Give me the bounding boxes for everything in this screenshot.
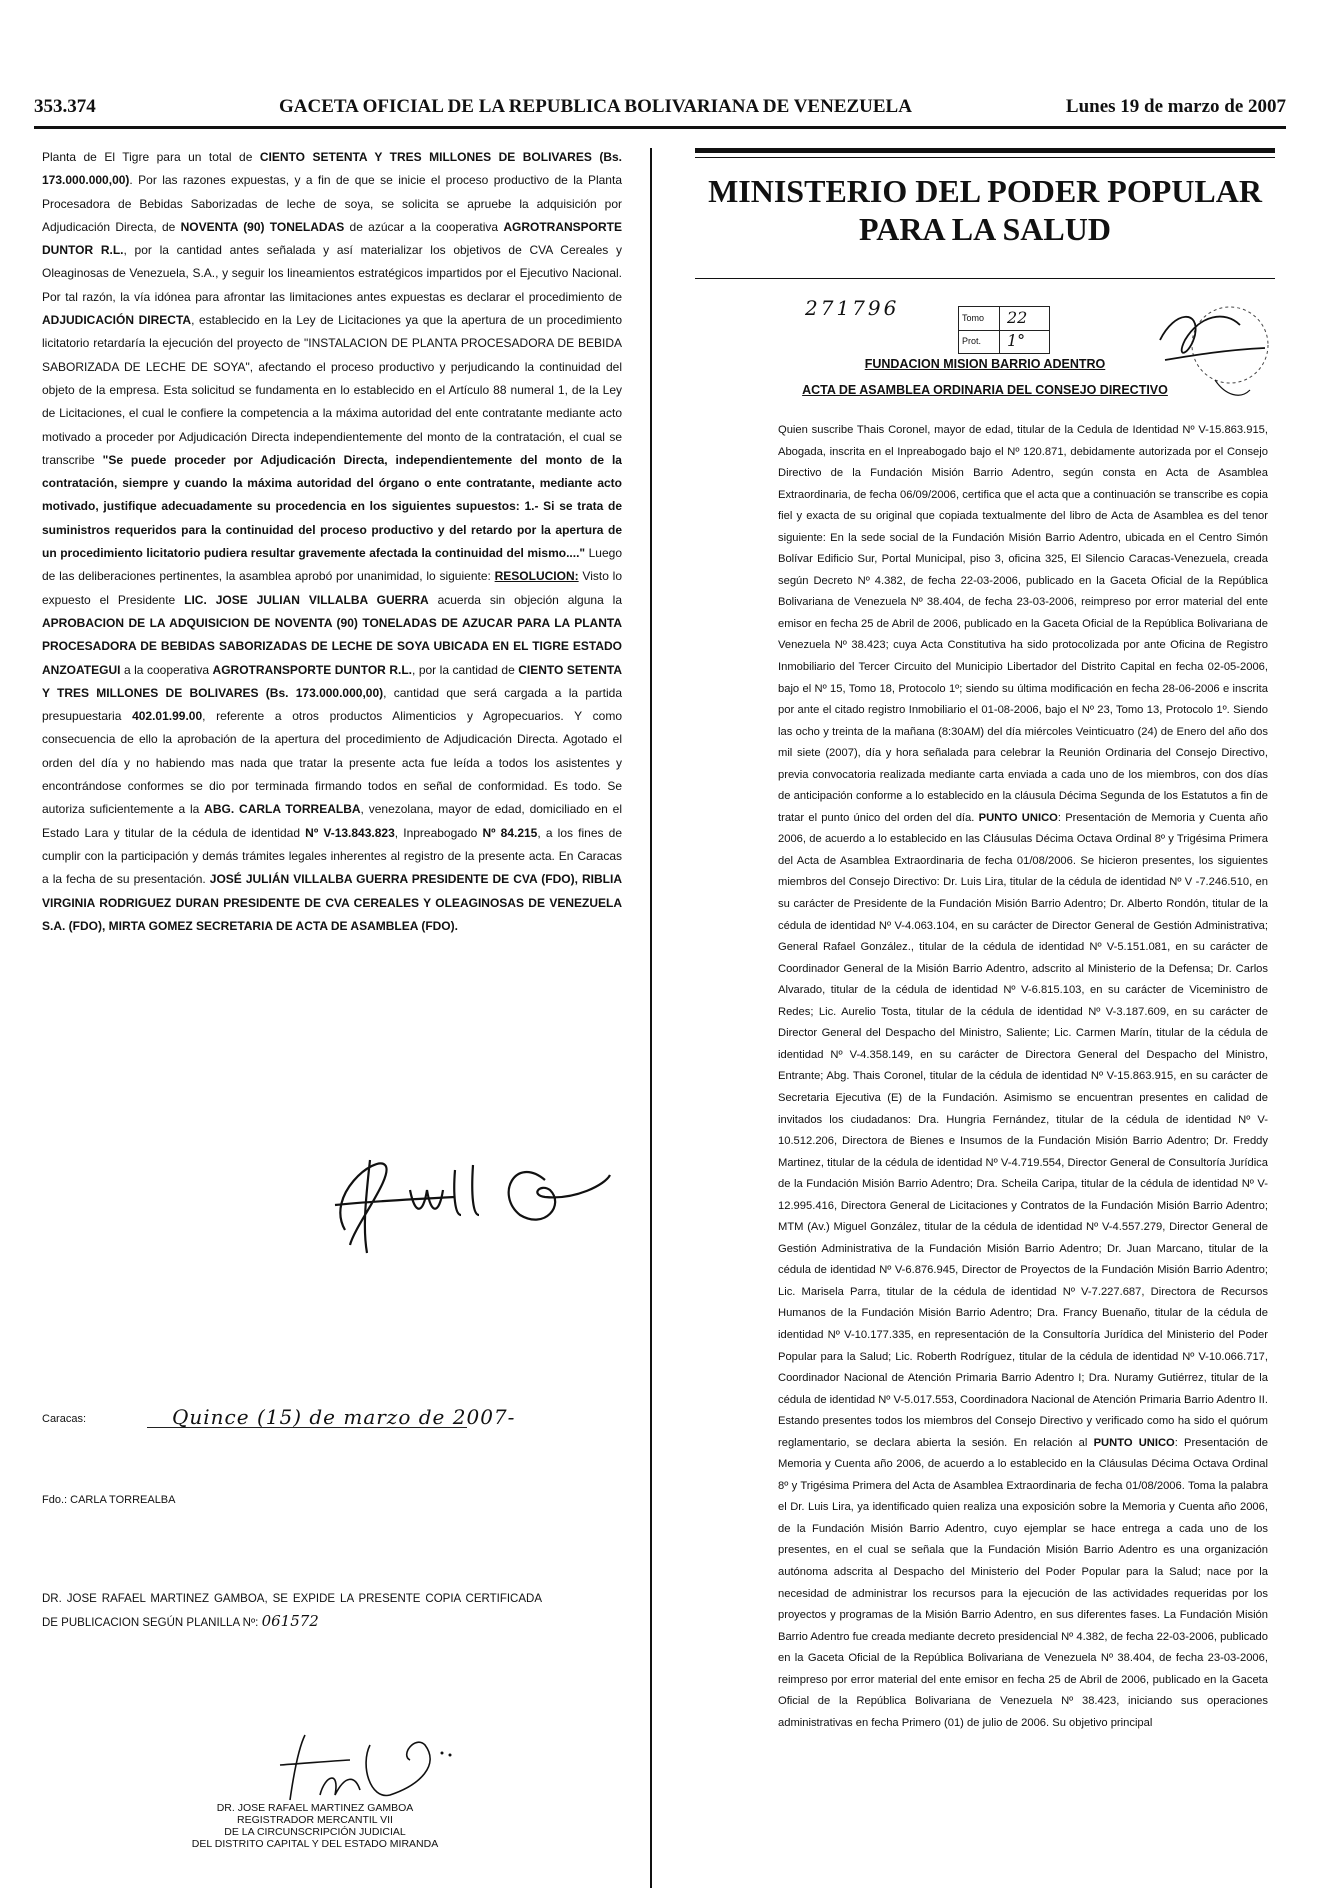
- left-paragraph-run: , establecido en la Ley de Licitaciones ya que la apertura de un procedimiento licitatorio retardaría la ejecución del proyecto de "INSTALACION DE PLANTA PROCESADORA DE BEBIDA SABORIZADA DE LECHE DE SOYA", afectando el proceso productivo y perjudicando la continuidad del objeto de la empresa. Esta solicitud se fundamenta en lo establecido en el Artículo 88 numeral 1, de la Ley de Licitaciones, el cual le confiere la competencia a la máxima autoridad del ente contratante mediante acto motivado a proceder por Adjudicación Directa independientemente del monto de la contratación, el cual se transcribe: [42, 313, 622, 467]
- left-paragraph-run: CIENTO SETENTA Y TRES MILLONES DE BOLIVARES (Bs. 173.000.000,00): [42, 662, 623, 700]
- registrar-signature-icon: [250, 1725, 480, 1805]
- left-paragraph-run: , por la cantidad de: [412, 662, 519, 677]
- left-paragraph-run: Luego de las deliberaciones pertinentes, la asamblea aprobó por unanimidad, lo siguiente:: [42, 546, 622, 584]
- left-paragraph-run: . Por las razones expuestas, y a fin de que se inicie el proceso productivo de la Planta Procesadora de Bebidas Saborizadas de leche de soya, se solicita se apruebe la adquisición por Adjudicación Directa, de: [42, 173, 622, 234]
- left-paragraph-run: , referente a otros productos Alimenticios y Agropecuarios. Y como consecuencia de ello la aprobación de la apertura del procedimiento de Adjudicación Directa. Agotado el orden del día y no habiendo mas nada que tratar la presente acta fue leída a todos los asistentes y encontrándose conformes se dio por terminada firmando todos en señal de conformidad. Es todo. Se autoriza suficientemente a la: [42, 709, 622, 817]
- left-paragraph-run: 402.01.99.00: [132, 709, 203, 724]
- handwritten-date: Quince (15) de marzo de 2007-: [172, 1405, 516, 1429]
- acta-title: ACTA DE ASAMBLEA ORDINARIA DEL CONSEJO DIRECTIVO: [802, 383, 1168, 397]
- left-paragraph-run: CIENTO SETENTA Y TRES MILLONES DE BOLIVARES (Bs. 173.000.000,00): [42, 150, 622, 188]
- left-paragraph-run: NOVENTA (90) TONELADAS: [180, 219, 345, 234]
- date-underline: [147, 1427, 467, 1428]
- signed-by-line: Fdo.: CARLA TORREALBA: [42, 1494, 176, 1506]
- left-paragraph-run: Visto lo expuesto el Presidente: [42, 569, 623, 607]
- tomo-stamp: [958, 306, 1050, 354]
- left-paragraph-run: Nº 84.215: [482, 825, 538, 840]
- left-paragraph-run: , por la cantidad antes señalada y así materializar los objetivos de CVA Cereales y Oleaginosas de Venezuela, S.A., y seguir los lineamientos estratégicos impartidos por el Ejecutivo Nacional. Por tal razón, la vía idónea para afrontar las limitaciones antes expuestas es declarar el procedimiento de: [42, 243, 623, 304]
- signature-icon: [315, 1135, 615, 1260]
- ministry-heading: [695, 172, 1275, 248]
- left-paragraph-run: RESOLUCION:: [494, 569, 579, 584]
- certification-statement: DR. JOSE RAFAEL MARTINEZ GAMBOA, SE EXPIDE LA PRESENTE COPIA CERTIFICADA DE PUBLICACION SEGÚN PLANILLA Nº:: [42, 1593, 542, 1629]
- registrar-name: DR. JOSE RAFAEL MARTINEZ GAMBOA: [216, 1802, 414, 1814]
- left-paragraph-run: , venezolana, mayor de edad, domiciliado en el Estado Lara y titular de la cédula de identidad: [42, 802, 623, 840]
- ministry-line-2: PARA LA SALUD: [859, 211, 1111, 247]
- left-paragraph-run: , Inpreabogado: [394, 825, 483, 840]
- left-paragraph-run: LIC. JOSE JULIAN VILLALBA GUERRA: [184, 592, 429, 607]
- prot-value: 1°: [1007, 331, 1026, 350]
- header-rule: [34, 126, 1286, 129]
- column-divider: [650, 148, 652, 1888]
- tomo-divider: [999, 307, 1000, 330]
- right-paragraph-run: : Presentación de Memoria y Cuenta año 2006, de acuerdo a lo establecido en la Cláusulas Décima Octava Ordinal 8º y Trigésima Primera del Acta de Asamblea Extraordinaria de fecha 01/08/2006. Toma la palabra el Dr. Luis Lira, ya identificado quien realiza una exposición sobre la Memoria y Cuenta año 2006, de la Fundación Misión Barrio Adentro, cuyo ejemplar se hace entrega a cada uno de los presentes, en el cual se señala que la Fundación Misión Barrio Adentro es una organización autónoma adscrita al Despacho del Ministerio del Poder Popular para la Salud; nace por la necesidad de administrar los recursos para la ejecución de las actividades requeridas por los proyectos y programas de la Misión Barrio Adentro, en sus diferentes fases. La Fundación Misión Barrio Adentro fue creada mediante decreto presidencial Nº 4.382, de fecha 22-03-2006, publicado en la Gaceta Oficial de la República Bolivariana de Venezuela Nº 38.404, de fecha 23-03-2006, reimpreso por error material del ente emisor en fecha 25 de Abril de 2006, publicado en la Gaceta Oficial de la República Bolivariana de Venezuela Nº 38.423, iniciando sus operaciones administrativas en fecha Primero (01) de julio de 2006. Su objetivo principal: [778, 1436, 1268, 1729]
- gazette-title: GACETA OFICIAL DE LA REPUBLICA BOLIVARIANA DE VENEZUELA: [279, 96, 912, 117]
- right-column: [778, 420, 1268, 1734]
- foundation-title: FUNDACION MISION BARRIO ADENTRO: [864, 357, 1106, 371]
- left-paragraph-run: AGROTRANSPORTE DUNTOR R.L.: [212, 662, 412, 677]
- right-paragraph-run: : Presentación de Memoria y Cuenta año 2006, de acuerdo a lo establecido en las Cláusulas Décima Octava Ordinal 8º y Trigésima Primera del Acta de Asamblea Extraordinaria de fecha 01/08/2006. Se hicieron presentes, los siguientes miembros del Consejo Directivo: Dr. Luis Lira, titular de la cédula de identidad Nº V -7.246.510, en su carácter de Presidente de la Fundación Misión Barrio Adentro; Dr. Alberto Rondón, titular de la cédula de identidad Nº V-4.063.104, en su carácter de Director General de Gestión Administrativa; General Rafael González., titular de la cédula de identidad Nº V-5.151.081, en su carácter de Coordinador General de la Misión Barrio Adentro, adscrito al Ministerio de la Defensa; Dr. Carlos Alvarado, titular de la cédula de identidad Nº V-6.815.103, en su carácter de Viceministro de Redes; Lic. Aurelio Tosta, titular de la cédula de identidad Nº V-3.187.609, en su carácter de Director General del Despacho del Ministro, Saliente; Lic. Carmen Marín, titular de la cédula de identidad Nº V-4.358.149, en su carácter de Directora General del Despacho del Ministro, Entrante; Abg. Thais Coronel, titular de la cédula de identidad Nº V-15.863.915, en su carácter de Secretaria Ejecutiva (E) de la Fundación. Asimismo se encuentran presentes en calidad de invitados los ciudadanos: Dra. Hungria Fernández, titular de la cédula de identidad Nº V-10.512.206, Directora de Bienes e Insumos de la Fundación Misión Barrio Adentro; Dr. Freddy Martinez, titular de la cédula de identidad Nº V-4.719.554, Director General de Consultoría Jurídica de la Fundación Misión Barrio Adentro; Dra. Scheila Caripa, titular de la cédula de identidad Nº V-12.995.416, Directora General de Licitaciones y Contratos de la Fundación Misión Barrio Adentro; MTM (Av.) Miguel González, titular de la cédula de identidad Nº V-4.557.279, Director General de Gestión Administrativa de la Fundación Misión Barrio Adentro; Dr. Juan Marcano, titular de la cédula de identidad Nº V-6.876.945, Director de Proyectos de la Fundación Misión Barrio Adentro; Lic. Marisela Parra, titular de la cédula de identidad Nº V-7.227.687, Directora de Recursos Humanos de la Fundación Misión Barrio Adentro; Dra. Francy Buenaño, titular de la cédula de identidad Nº V-10.177.335, en representación de la Consultoría Jurídica del Ministerio del Poder Popular para la Salud; Lic. Roberth Rodríguez, titular de la cédula de identidad Nº V-10.066.717, Coordinador Nacional de Atención Primaria Barrio Adentro I; Dra. Nuramy Gutiérrez, titular de la cédula de identidad Nº V-5.017.553, Coordinadora Nacional de Atención Primaria Barrio Adentro II. Estando presentes todos los miembros del Consejo Directivo y verificado como ha sido el quórum reglamentario, se declara abierta la sesión. En relación al: [778, 811, 1268, 1449]
- left-paragraph-run: AGROTRANSPORTE DUNTOR R.L.: [42, 219, 623, 258]
- publication-date: Lunes 19 de marzo de 2007: [1065, 96, 1286, 117]
- ministry-rule-thin: [695, 157, 1275, 158]
- left-paragraph-run: APROBACION DE LA ADQUISICION DE NOVENTA (90) TONELADAS DE AZUCAR PARA LA PLANTA PROCESADORA DE BEBIDAS SABORIZADAS DE LECHE DE SOYA UBICADA EN EL TIGRE ESTADO ANZOATEGUI: [42, 615, 622, 677]
- page-number: 353.374: [34, 96, 96, 117]
- ministry-rule-bottom: [695, 278, 1275, 279]
- caracas-date-line: [42, 1405, 622, 1431]
- left-paragraph-run: , cantidad que será cargada a la partida presupuestaria: [42, 685, 622, 724]
- prot-divider: [999, 330, 1000, 353]
- tomo-row: [959, 307, 1049, 331]
- ministry-line-1: MINISTERIO DEL PODER POPULAR: [708, 173, 1262, 209]
- handwritten-register-number: 271796: [805, 296, 900, 320]
- left-paragraph-run: , a los fines de cumplir con la participación y demás trámites legales inherentes al registro de la presente acta. En Caracas a la fecha de su presentación.: [42, 825, 622, 887]
- left-paragraph-run: de azúcar a la cooperativa: [344, 219, 504, 234]
- left-paragraph-run: a la cooperativa: [120, 662, 213, 677]
- certification-text: [42, 1588, 542, 1634]
- gazette-header: [34, 96, 1286, 126]
- left-paragraph-run: JOSÉ JULIÁN VILLALBA GUERRA PRESIDENTE DE CVA (FDO), RIBLIA VIRGINIA RODRIGUEZ DURAN PRESIDENTE DE CVA CEREALES Y OLEAGINOSAS DE VENEZUELA S.A. (FDO), MIRTA GOMEZ SECRETARIA DE ACTA DE ASAMBLEA (FDO).: [42, 872, 622, 933]
- tomo-value: 22: [1007, 308, 1028, 327]
- prot-row: [959, 330, 1049, 353]
- registrar-jurisdiction: DE LA CIRCUNSCRIPCIÓN JUDICIAL: [224, 1826, 406, 1838]
- left-paragraph-run: acuerda sin objeción alguna la: [428, 592, 622, 607]
- registrar-office: REGISTRADOR MERCANTIL VII: [237, 1814, 393, 1826]
- planilla-number: 061572: [261, 1612, 319, 1630]
- left-column: [42, 146, 622, 938]
- caracas-label: Caracas:: [42, 1413, 87, 1425]
- prot-label: Prot.: [962, 336, 982, 346]
- left-column-body: [42, 146, 622, 938]
- ministry-rule-top: [695, 148, 1275, 153]
- registrar-block: [160, 1802, 470, 1850]
- registrar-district: DEL DISTRITO CAPITAL Y DEL ESTADO MIRANDA: [191, 1838, 439, 1850]
- right-column-body: [778, 420, 1268, 1734]
- left-paragraph-run: ADJUDICACIÓN DIRECTA: [42, 313, 192, 328]
- tomo-label: Tomo: [962, 313, 985, 323]
- left-paragraph-run: Nº V-13.843.823: [305, 825, 395, 840]
- left-paragraph-run: Planta de El Tigre para un total de: [42, 150, 260, 164]
- right-paragraph-run: PUNTO UNICO: [978, 811, 1058, 824]
- left-paragraph-run: ABG. CARLA TORREALBA: [204, 802, 361, 817]
- left-paragraph-run: "Se puede proceder por Adjudicación Directa, independientemente del monto de la contratación, siempre y cuando la máxima autoridad del órgano o ente contratante, mediante acto motivado, justifique adecuadamente su procedencia en los siguientes supuestos: 1.- Si se trata de suministros requeridos para la continuidad del proceso productivo y del retardo por la apertura de un procedimiento licitatorio pudiera resultar gravemente afectada la continuidad del mismo....": [42, 452, 622, 561]
- right-paragraph-run: Quien suscribe Thais Coronel, mayor de edad, titular de la Cedula de Identidad Nº V-15.863.915, Abogada, inscrita en el Inpreabogado bajo el Nº 120.871, debidamente autorizada por el Consejo Directivo de la Fundación Misión Barrio Adentro, según consta en Acta de Asamblea Extraordinaria, de fecha 06/09/2006, certifica que el acta que a continuación se transcribe es copia fiel y exacta de su original que copiada textualmente del libro de Acta de Asamblea es del tenor siguiente: En la sede social de la Fundación Misión Barrio Adentro, ubicada en el Centro Simón Bolívar Edificio Sur, Portal Municipal, piso 3, oficina 325, El Silencio Caracas-Venezuela, creada según Decreto Nº 4.382, de fecha 22-03-2006, publicado en la Gaceta Oficial de la República Bolivariana de Venezuela Nº 38.404, de fecha 23-03-2006, reimpreso por error material del ente emisor en fecha 25 de Abril de 2006, publicado en la Gaceta Oficial de la República Bolivariana de Venezuela Nº 38.423; cuya Acta Constitutiva ha sido protocolizada por ante Oficina de Registro Inmobiliario del Tercer Circuito del Municipio Libertador del Distrito Capital en fecha 02-05-2006, bajo el Nº 15, Tomo 18, Protocolo 1º; siendo su última modificación en fecha 28-06-2006 e inscrita por ante el citado registro Inmobiliario el 01-08-2006, bajo el Nº 23, Tomo 13, Protocolo 1º. Siendo las ocho y treinta de la mañana (8:30AM) del día miércoles Veinticuatro (24) de Enero del año dos mil siete (2007), día y hora señalada para celebrar la Reunión Ordinaria del Consejo Directivo, previa convocatoria realizada mediante carta enviada a cada uno de los miembros, con dos días de anticipación conforme a lo establecido en la cláusula Décima Segunda de los Estatutos a fin de tratar el punto único del orden del día.: [778, 424, 1268, 824]
- right-paragraph-run: PUNTO UNICO: [1093, 1436, 1175, 1449]
